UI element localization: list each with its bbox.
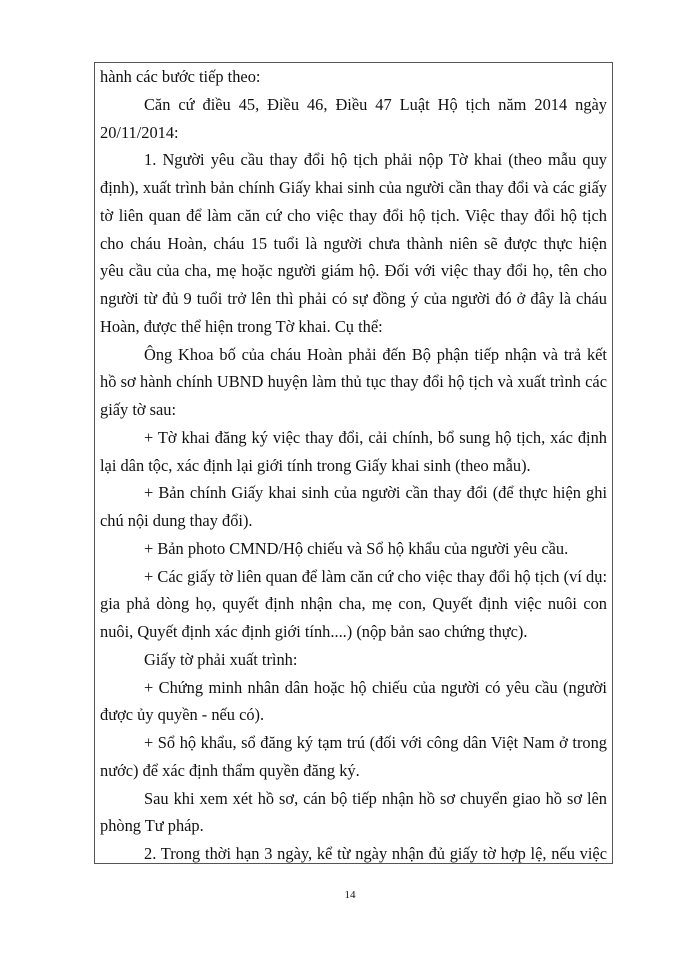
document-body <box>100 63 607 868</box>
paragraph <box>100 729 607 785</box>
paragraph <box>100 785 607 841</box>
paragraph <box>100 674 607 730</box>
text-line: cho cháu Hoàn, cháu 15 tuổi là người chưa thành niên sẽ được thực hiện <box>100 233 607 253</box>
text-line: Hoàn, được thể hiện trong Tờ khai. Cụ thể: <box>100 316 383 336</box>
text-line: chú nội dung thay đổi). <box>100 511 253 530</box>
paragraph <box>100 341 607 424</box>
text-line: nuôi, Quyết định xác định giới tính....) (nộp bản sao chứng thực). <box>100 622 528 641</box>
text-line: người từ đủ 9 tuổi trở lên thì phải có sự đồng ý của người đó ở đây là cháu <box>100 289 607 308</box>
text-line: + Chứng minh nhân dân hoặc hộ chiếu của người có yêu cầu (người <box>144 677 607 697</box>
text-line: Căn cứ điều 45, Điều 46, Điều 47 Luật Hộ tịch năm 2014 ngày <box>144 94 607 114</box>
text-line: + Sổ hộ khẩu, sổ đăng ký tạm trú (đối với công dân Việt Nam ở trong <box>144 733 607 752</box>
text-line: tờ liên quan để làm căn cứ cho việc thay đổi hộ tịch. Việc thay đổi hộ tịch <box>100 205 607 225</box>
text-line: Sau khi xem xét hồ sơ, cán bộ tiếp nhận hồ sơ chuyển giao hồ sơ lên <box>144 788 607 808</box>
paragraph <box>100 840 607 868</box>
paragraph <box>100 146 607 340</box>
text-line: định), xuất trình bản chính Giấy khai sinh của người cần thay đổi và các giấy <box>100 178 607 197</box>
text-line: + Tờ khai đăng ký việc thay đổi, cải chính, bổ sung hộ tịch, xác định <box>144 427 607 447</box>
text-line: 2. Trong thời hạn 3 ngày, kể từ ngày nhận đủ giấy tờ hợp lệ, nếu việc <box>144 844 607 863</box>
text-line: lại dân tộc, xác định lại giới tính trong Giấy khai sinh (theo mẫu). <box>100 455 531 475</box>
text-line: giấy tờ sau: <box>100 400 177 419</box>
text-line: 1. Người yêu cầu thay đổi hộ tịch phải nộp Tờ khai (theo mẫu quy <box>144 150 607 170</box>
text-line: được ủy quyền - nếu có). <box>100 705 265 725</box>
text-line: phòng Tư pháp. <box>100 816 204 836</box>
page-number: 14 <box>344 889 356 901</box>
paragraph <box>100 563 607 646</box>
paragraph <box>100 535 607 563</box>
text-line: yêu cầu của cha, mẹ hoặc người giám hộ. Đối với việc thay đổi họ, tên cho <box>100 261 607 281</box>
text-line: Giấy tờ phải xuất trình: <box>144 649 298 669</box>
text-line: nước) để xác định thẩm quyền đăng ký. <box>100 760 360 780</box>
paragraph <box>100 63 607 91</box>
paragraph <box>100 479 607 535</box>
text-line: 20/11/2014: <box>100 122 179 142</box>
text-line: + Các giấy tờ liên quan để làm căn cứ cho việc thay đổi hộ tịch (ví dụ: <box>144 566 607 586</box>
text-line: hành các bước tiếp theo: <box>100 67 261 86</box>
paragraph <box>100 646 607 674</box>
text-line: + Bản chính Giấy khai sinh của người cần thay đổi (để thực hiện ghi <box>144 483 607 503</box>
text-line: Ông Khoa bố của cháu Hoàn phải đến Bộ phận tiếp nhận và trả kết <box>144 344 607 364</box>
paragraph <box>100 91 607 147</box>
text-line: + Bản photo CMND/Hộ chiếu và Sổ hộ khẩu của người yêu cầu. <box>144 538 569 558</box>
text-line: gia phả dòng họ, quyết định nhận cha, mẹ con, Quyết định việc nuôi con <box>100 594 607 614</box>
paragraph <box>100 424 607 480</box>
text-line: hồ sơ hành chính UBND huyện làm thủ tục thay đổi hộ tịch và xuất trình các <box>100 372 607 392</box>
content-frame <box>94 62 613 864</box>
